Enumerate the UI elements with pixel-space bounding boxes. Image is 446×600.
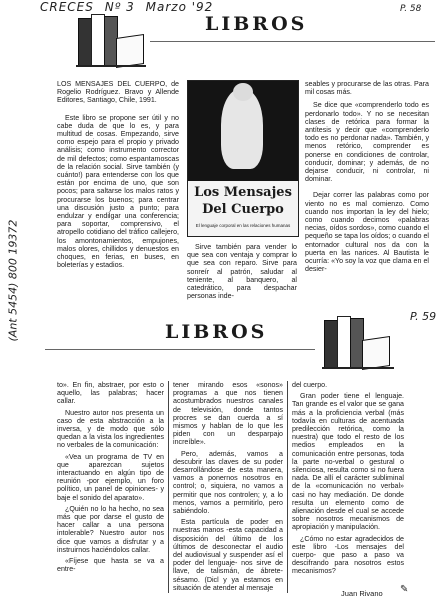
paragraph: Se dice que «comprenderlo todo es perdonarlo todo». Y no se necesitan clases de retórica para formar la antítesis y decir que «comprenderlo todo es no perdonar nada». También, y menos retórico, comprender es ponerse en condiciones de controlar, conducir, dominar; y además, de no dejarse conducir, ni controlar, ni dominar. [305, 101, 429, 184]
book-icon [91, 14, 105, 66]
heading-rule-2 [45, 349, 315, 350]
annotation-issue: Nº 3 [104, 0, 135, 14]
paragraph: Sirve también para vender lo que sea con ventaja y comprar lo que sea con reparo. Sirve para sonreír al patrón, saludar al teniente, al banquero, al catedrático, para despachar personas inde- [187, 243, 297, 301]
scribble-mark: ✎ [400, 584, 409, 595]
paragraph: Dejar correr las palabras como por viento no es mal comienzo. Como cuando nos importan la ley del hielo; como cuando decimos «palabras necias, oídos sordos», como cuando el pequeño se tapa los oídos; o cuando el entornador cultural nos da con la puerta en las narices. Al Bautista le ocurría: «Yo soy la voz que clama en el desier- [305, 191, 429, 274]
paragraph: seables y procurarse de las otras. Para mil cosas más. [305, 80, 429, 97]
paragraph: tener mirando esos «sonos» programas a que nos tienen acostumbrados nuestros canales de televisión, donde tantos procres se dan cuerda a sí mismos y hablan de lo que les piden con un desparpajo increíble». [173, 381, 283, 447]
article1-column-3 [305, 80, 429, 276]
paragraph: Nuestro autor nos presenta un caso de esta abstracción a la inversa, y de modo que sólo quedan a la vista los ingredientes no verbales de la comunicación: [57, 408, 164, 450]
books-illustration-2 [322, 314, 394, 372]
heading-rule-1 [150, 41, 435, 42]
paragraph: ¿Quién no lo ha hecho, no sea más que por darse el gusto de hacer callar a una persona intolerable? Nuestro autor nos dice que vamos a disfrutar y a instruirnos haciéndolos callar. [57, 504, 164, 554]
section-heading-2: LIBROS [165, 321, 268, 343]
article2-column-3 [292, 381, 404, 579]
paragraph: «Vea un programa de TV en que aparezcan sujetos interactuando en algún tipo de reunión -por ejemplo, un foro político, un panel de opiniones- y baje el sonido del aparato». [57, 452, 164, 502]
paragraph: to». En fin, abstraer, por esto o aquello, las palabras; hacer callar. [57, 381, 164, 406]
author-signature: Juan Rivano [341, 589, 383, 598]
open-book-icon [362, 336, 390, 370]
paragraph: ¿Cómo no estar agradecidos de este libro -Los mensajes del cuerpo- que paso a paso va descifrando para nosotros estos mecanismos? [292, 534, 404, 576]
article1-column-2 [187, 243, 297, 303]
shelf-line [322, 367, 394, 369]
bibliographic-entry: LOS MENSAJES DEL CUERPO, de Rogelio Rodríguez. Bravo y Allende Editores, Santiago, Chile, 1991. [57, 80, 179, 105]
article2-column-1 [57, 381, 164, 576]
article1-column-1 [57, 80, 179, 272]
books-illustration-1 [76, 12, 146, 70]
shelf-line [76, 65, 146, 67]
book-icon [337, 316, 351, 368]
open-book-icon [116, 34, 144, 68]
paragraph: Gran poder tiene el lenguaje. Tan grande es el valor que se gana más a la proficiencia verbal (más todavía en culturas de acentuada predilección retórica, como la nuestra) que todo el resto de los medios empleados en la comunicación entre personas, toda la parte no-verbal o gestural o silenciosa, resulta como si no fuera nada. De allí el carácter subliminal de la «comunicación no verbal» casi no hay mediación. De donde resulta un elemento como de alienación desde el cual se accede sobre nosotros mecanismos de apropiación y manipulación. [292, 392, 404, 532]
book-icon [324, 320, 338, 368]
cover-title-line1: Los Mensajes [194, 185, 292, 200]
cover-subtitle: El lenguaje corporal en las relaciones humanas [195, 223, 291, 228]
book-cover [187, 80, 299, 237]
book-icon [78, 18, 92, 66]
annotation-page-number-1: P. 58 [400, 4, 422, 14]
sculpture-torso [221, 89, 263, 169]
sculpture-head [233, 83, 253, 101]
section-heading-1: LIBROS [205, 13, 308, 35]
article2-column-2 [173, 381, 283, 595]
paragraph: Esta partícula de poder en nuestras manos -esta capacidad a disposición del último de los últimos de desconectar el audio del audiovisual y suspender así el poder del lenguaje- nos sirve de llave, de talismán, de ábrete-sésamo. (Dicl y ya estamos en situación de atender al mensaje [173, 518, 283, 592]
annotation-date: Marzo '92 [145, 0, 214, 14]
annotation-page-number-2: P. 59 [410, 310, 437, 323]
paragraph: Este libro se propone ser útil y no cabe duda de que lo es, y para multitud de cosas. Empezando, sirve como espejo para el propio y privado análisis; como instrumento corrector de mil defectos; como espantamoscas de la relación social. Sirve también (y cuánto!) para entenderse con los que están por encima de uno, que son pocos; para saltarse los malos ratos y procurarse los buenos; para centrar una discusión justo a punto; para endulzar y endilgar una conferencia; para soportar, comprensivo, el atropello cotidiano del tráfico callejero, los amontonamientos, empujones, malos olores, chillidos y denuestos en choques, en ferias, en buses, en boleterías y estadios. [57, 113, 179, 270]
paragraph: «Fíjese que hasta se va a entre- [57, 557, 164, 574]
cover-sculpture-image [188, 81, 298, 181]
column-divider [287, 381, 288, 593]
annotation-magazine: CRECES [40, 0, 94, 14]
column-divider [168, 381, 169, 593]
paragraph: del cuerpo. [292, 381, 328, 389]
cover-title-line2: Del Cuerpo [202, 202, 284, 217]
annotation-margin-code: (Ant 5454) 800 19372 [6, 219, 20, 342]
paragraph: Pero, además, vamos a descubrir las claves de su poder desarrollándose de esta manera, vamos a ponernos nosotros en control; o, siquiera, no vamos a permitir que nos controlen; y, a lo menos, vamos a permitirlo, pero sabiéndolo. [173, 449, 283, 516]
